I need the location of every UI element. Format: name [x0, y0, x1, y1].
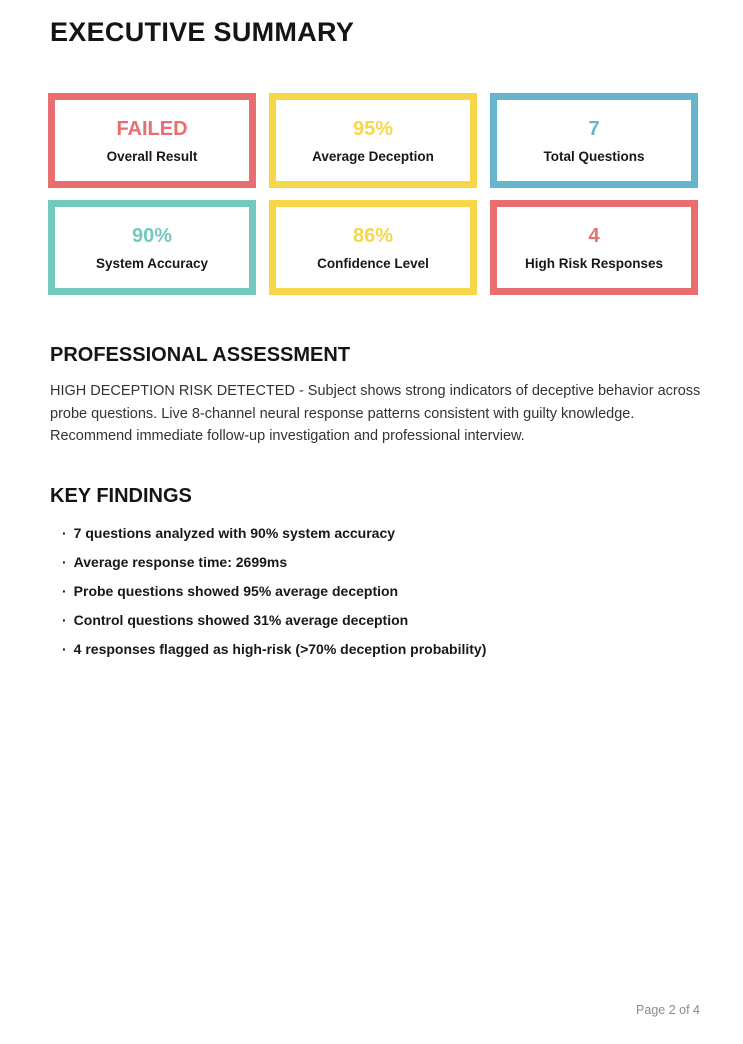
professional-assessment-body: HIGH DECEPTION RISK DETECTED - Subject shows strong indicators of deceptive behavior across probe questions. Live 8-channel neural response patterns consistent with guilty knowledge. Recommend immediate follow-up investigation and professional interview.	[50, 383, 701, 444]
key-findings-list	[0, 526, 743, 657]
key-finding-item	[62, 642, 743, 657]
card-label: Average Deception	[312, 148, 434, 164]
card-value: FAILED	[116, 117, 188, 140]
summary-card-overall-result	[48, 93, 256, 188]
key-finding-item	[62, 584, 743, 599]
card-value: 86%	[352, 224, 394, 247]
card-value: 90%	[131, 224, 173, 247]
summary-card-total-questions	[490, 93, 698, 188]
key-finding-text: Control questions showed 31% average deception	[73, 611, 409, 628]
bullet-glyph: ·	[62, 582, 67, 599]
card-value: 95%	[352, 117, 394, 140]
page-title: EXECUTIVE SUMMARY	[50, 17, 355, 47]
key-finding-item	[62, 555, 743, 570]
card-label: High Risk Responses	[524, 255, 664, 271]
bullet-glyph: ·	[62, 640, 67, 657]
summary-card-system-accuracy	[48, 200, 256, 295]
page-number: Page 2 of 4	[636, 1003, 700, 1017]
professional-assessment-heading: PROFESSIONAL ASSESSMENT	[50, 344, 351, 366]
key-finding-text: 4 responses flagged as high-risk (>70% deception probability)	[73, 640, 487, 657]
key-finding-text: Probe questions showed 95% average deception	[73, 582, 399, 599]
key-findings-heading: KEY FINDINGS	[50, 484, 192, 507]
card-label: Confidence Level	[317, 255, 429, 271]
card-label: Total Questions	[543, 148, 645, 164]
bullet-glyph: ·	[62, 611, 67, 628]
card-label: Overall Result	[106, 148, 198, 164]
bullet-glyph: ·	[62, 524, 67, 541]
bullet-glyph: ·	[62, 553, 67, 570]
key-finding-item	[62, 613, 743, 628]
summary-card-confidence-level	[269, 200, 477, 295]
key-finding-text: Average response time: 2699ms	[73, 553, 288, 570]
card-value: 7	[588, 117, 600, 140]
summary-card-high-risk-responses	[490, 200, 698, 295]
key-finding-item	[62, 526, 743, 541]
card-value: 4	[588, 224, 600, 247]
key-finding-text: 7 questions analyzed with 90% system accuracy	[73, 524, 396, 541]
summary-cards-grid	[48, 93, 698, 295]
summary-card-average-deception	[269, 93, 477, 188]
card-label: System Accuracy	[95, 255, 209, 271]
